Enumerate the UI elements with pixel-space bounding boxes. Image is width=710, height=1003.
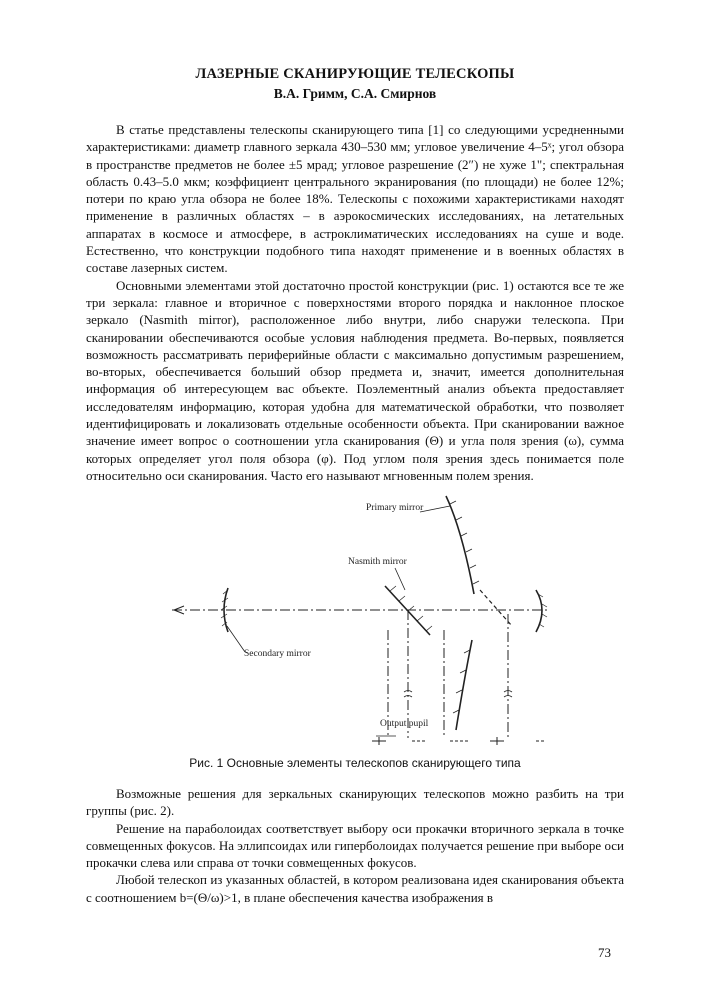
right-curved-mirror [536, 590, 542, 632]
body-text-top [86, 121, 624, 484]
nasmith-mirror-hatch [390, 586, 432, 631]
paragraph: Основными элементами этой достаточно простой конструкции (рис. 1) остаются все те же три зеркала: главное и вторичное с поверхностями второго порядка и наклонное плоское зеркало (Nasmith mirror), расположенное либо внутри, либо снаружи телескопа. При сканировании обеспечиваются особые условия наблюдения предмета. Во-первых, появляется возможность рассматривать периферийные области с максимально допустимым разрешением, во-вторых, обеспечивается больший обзор предмета и, значит, имеется дополнительная информация об интересующем вас объекте. Поэлементный анализ объекта предоставляет исследователям информацию, которая удобна для математической обработки, что позволяет идентифицировать и локализовать отдельные особенности объекта. При сканировании важное значение имеет вопрос о соотношении угла сканирования (Θ) и угла поля зрения (ω), сумма которых определяет угол поля обзора (φ). Под углом поля зрения здесь понимается поле относительно оси сканирования. Часто его называют мгновенным полем зрения. [86, 277, 624, 483]
label-primary-mirror: Primary mirror [366, 503, 424, 513]
paragraph: Любой телескоп из указанных областей, в котором реализована идея сканирования объекта с соотношением b=(Θ/ω)>1, в плане обеспечения качества изображения в [86, 872, 624, 905]
label-nasmith-mirror: Nasmith mirror [348, 557, 407, 567]
pupil-marker [490, 737, 504, 745]
page-number: 73 [598, 945, 611, 960]
secondary-leader [227, 626, 245, 652]
paper-title: ЛАЗЕРНЫЕ СКАНИРУЮЩИЕ ТЕЛЕСКОПЫ [195, 66, 515, 82]
primary-leader [420, 506, 450, 512]
paragraph: Решение на параболоидах соответствует выбору оси прокачки вторичного зеркала в точке совмещенных фокусов. На эллипсоидах или гиперболоидах получается решение при выборе оси прокачки слева или справа от точки совмещенных фокусов. [86, 820, 624, 871]
pupil-marker [372, 737, 386, 745]
primary-mirror-hatch [450, 501, 479, 584]
paper-authors: В.А. Гримм, С.А. Смирнов [273, 86, 437, 101]
label-secondary-mirror: Secondary mirror [244, 649, 311, 659]
figure-caption: Рис. 1 Основные элементы телескопов сканирующего типа [189, 756, 521, 770]
primary-mirror [446, 496, 474, 594]
body-text-bottom [86, 785, 624, 906]
telescope-scheme-figure [150, 490, 560, 750]
tilted-dashed-element [480, 590, 512, 626]
paragraph: Возможные решения для зеркальных сканирующих телескопов можно разбить на три группы (рис. 2). [86, 786, 624, 819]
telescope-scheme-drawing [150, 490, 560, 750]
primary-mirror-lower [456, 640, 472, 730]
paragraph: В статье представлены телескопы сканирующего типа [1] со следующими усредненными характеристиками: диаметр главного зеркала 430–530 мм; угловое увеличение 4–5ˣ; угол обзора в пространстве предметов не более ±5 мрад; угловое разрешение (2″) не хуже 1"; спектральная область 0.43–5.0 мкм; коэффициент центрального экранирования (по площади) не более 12%; потери по краю угла обзора не более 18%. Телескопы с похожими характеристиками находят применение в различных областях – в аэрокосмических исследованиях, на летательных аппаратах в космосе и атмосфере, в астроклиматических исследованиях на суше и воде. Естественно, что конструкции подобного типа находят применение и в военных областях в составе лазерных систем. [86, 122, 624, 276]
label-output-pupil: Output pupil [380, 719, 429, 729]
nasmith-leader [395, 568, 405, 590]
